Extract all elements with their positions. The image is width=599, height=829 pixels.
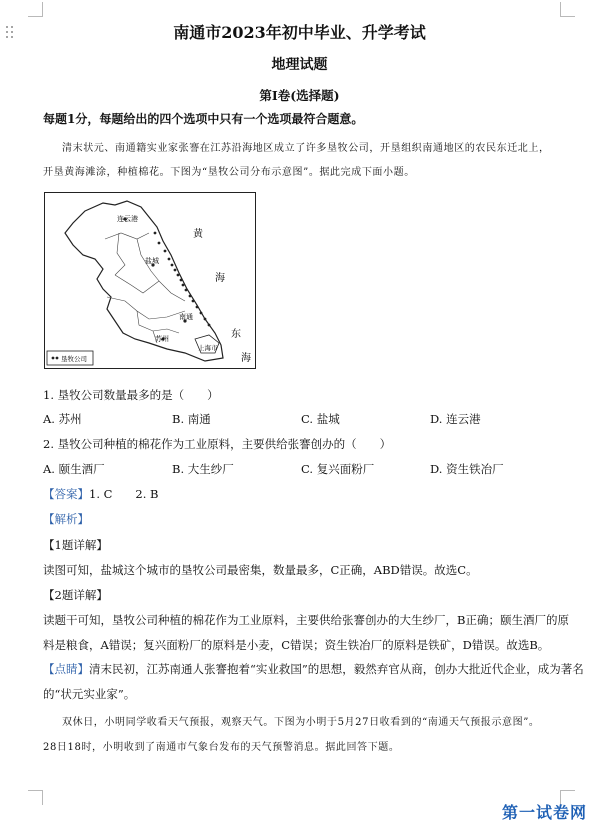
question-1-option-b[interactable]: B. 南通 xyxy=(172,412,211,426)
site-logo[interactable]: 第一试卷网 xyxy=(501,803,587,822)
map-label-nantong: 南通 xyxy=(179,313,193,321)
corner-mark-top-right xyxy=(560,2,575,17)
corner-mark-bottom-left xyxy=(28,790,43,805)
corner-mark-top-left xyxy=(28,2,43,17)
answer-text: 1. C 2. B xyxy=(89,487,159,501)
question-1-option-d[interactable]: D. 连云港 xyxy=(430,412,481,426)
answer-row xyxy=(43,486,159,502)
passage1-line1: 清末状元、南通籍实业家张謇在江苏沿海地区成立了许多垦牧公司，开垦组织南通地区的农民东迁北上， xyxy=(62,143,550,154)
detail-1-text: 读图可知，盐城这个城市的垦牧公司最密集，数量最多，C正确，ABD错误。故选C。 xyxy=(43,563,478,577)
passage2-line2: 28日18时，小明收到了南通市气象台发布的天气预警消息。据此回答下题。 xyxy=(43,742,400,753)
question-2-option-b[interactable]: B. 大生纱厂 xyxy=(172,462,234,476)
detail-2-line2: 料是粮食，A错误；复兴面粉厂的原料是小麦，C错误；资生铁冶厂的原料是铁矿，D错误。故选B。 xyxy=(43,638,550,652)
question-2-option-a[interactable]: A. 颐生酒厂 xyxy=(43,462,105,476)
detail-2-label: 【2题详解】 xyxy=(43,588,108,602)
map-label-suzhou: 苏州 xyxy=(155,335,169,343)
map-label-hai2: 海 xyxy=(241,353,251,364)
answer-label: 【答案】 xyxy=(43,487,89,501)
section-heading: 第Ⅰ卷(选择题) xyxy=(259,88,340,103)
comment-line1 xyxy=(43,661,584,677)
map-label-yancheng: 盐城 xyxy=(145,257,159,265)
question-2-option-c[interactable]: C. 复兴面粉厂 xyxy=(301,462,375,476)
map-label-hai1: 海 xyxy=(215,273,225,284)
question-1-option-c[interactable]: C. 盐城 xyxy=(301,412,340,426)
instruction: 每题1分，每题给出的四个选项中只有一个选项最符合题意。 xyxy=(43,112,364,126)
analysis-label: 【解析】 xyxy=(43,512,89,526)
map-label-dong: 东 xyxy=(231,329,241,340)
detail-1-label: 【1题详解】 xyxy=(43,538,108,552)
question-2-option-d[interactable]: D. 资生铁冶厂 xyxy=(430,462,504,476)
question-1-stem: 1. 垦牧公司数量最多的是（ ） xyxy=(43,388,219,402)
page-title: 南通市2023年初中毕业、升学考试 xyxy=(173,23,426,42)
comment-text: 清末民初，江苏南通人张謇抱着“实业救国”的思想，毅然弃官从商，创办大批近代企业，成为著名 xyxy=(89,662,584,676)
passage1-line2: 开垦黄海滩涂，种植棉花。下图为“垦牧公司分布示意图”。据此完成下面小题。 xyxy=(43,167,415,178)
comment-label: 【点睛】 xyxy=(43,662,89,676)
map-label-huang: 黄 xyxy=(193,229,203,240)
comment-line2: 的“状元实业家”。 xyxy=(43,687,136,701)
map-label-lianyungang: 连云港 xyxy=(117,215,138,223)
map-legend-label: 垦牧公司 xyxy=(61,355,87,363)
question-1-option-a[interactable]: A. 苏州 xyxy=(43,412,82,426)
detail-2-line1: 读题干可知，垦牧公司种植的棉花作为工业原料，主要供给张謇创办的大生纱厂，B正确；颐生酒厂的原 xyxy=(43,613,569,627)
reclamation-company-map xyxy=(44,192,256,369)
page-subtitle: 地理试题 xyxy=(271,57,328,73)
question-2-stem: 2. 垦牧公司种植的棉花作为工业原料，主要供给张謇创办的（ ） xyxy=(43,437,392,451)
passage2-line1: 双休日，小明同学收看天气预报，观察天气。下图为小明于5月27日收看到的“南通天气预报示意图”。 xyxy=(62,717,540,728)
map-label-shanghai: 上海市 xyxy=(198,344,218,352)
